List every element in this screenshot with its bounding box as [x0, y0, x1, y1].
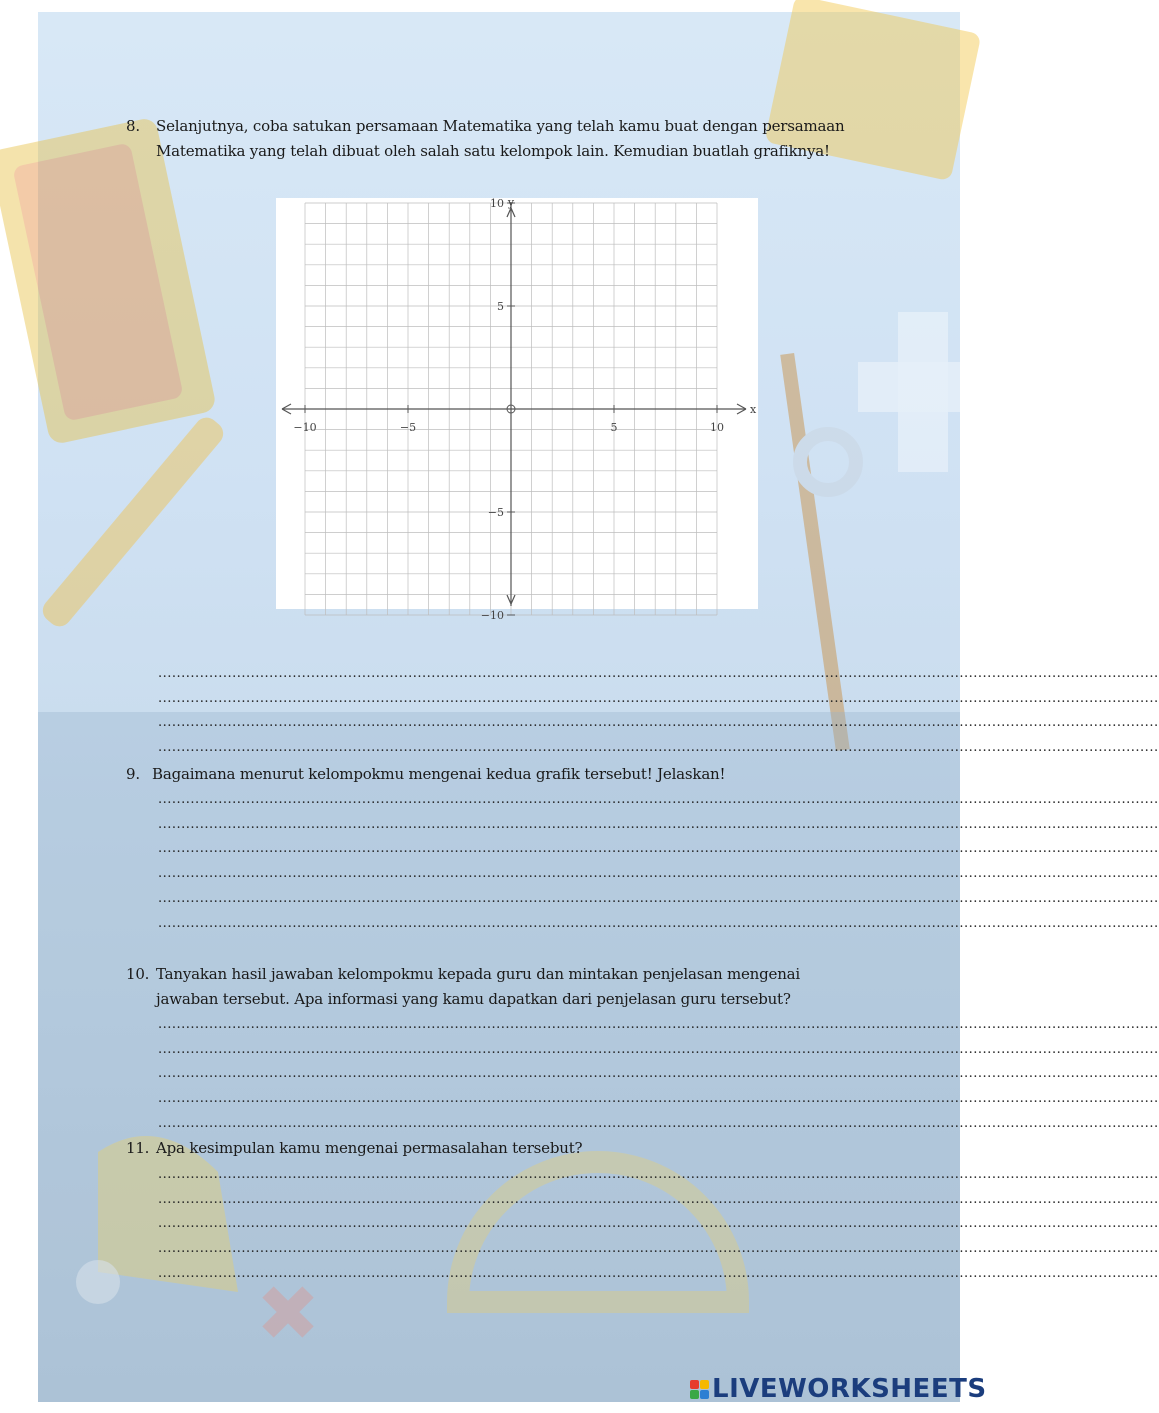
- answer-line[interactable]: [158, 1012, 830, 1037]
- x-tick-label: −10: [293, 421, 317, 434]
- answer-line[interactable]: [158, 1061, 830, 1086]
- answer-line[interactable]: [158, 1086, 830, 1111]
- answer-line[interactable]: [158, 787, 830, 812]
- question-number: 11.: [126, 1139, 150, 1157]
- question-number: 10.: [126, 965, 150, 983]
- answer-line[interactable]: [158, 812, 830, 837]
- coordinate-plane-svg[interactable]: [276, 196, 758, 622]
- question-text-line1: Tanyakan hasil jawaban kelompokmu kepada guru dan mintakan penjelasan mengenai: [156, 965, 801, 983]
- x-tick-label: −5: [399, 421, 417, 434]
- logo-square-blue: [700, 1390, 709, 1399]
- x-tick-label: 5: [610, 421, 618, 434]
- x-tick-label: 10: [710, 421, 724, 434]
- question-9: [126, 762, 886, 787]
- answer-line[interactable]: [158, 836, 830, 861]
- liveworksheets-logo: [690, 1374, 987, 1404]
- question-11: [126, 1136, 886, 1161]
- question-10: [126, 962, 886, 1012]
- answer-line[interactable]: [158, 1211, 830, 1236]
- question-text-line1: Selanjutnya, coba satukan persamaan Matematika yang telah kamu buat dengan persamaan: [156, 117, 845, 135]
- logo-square-green: [690, 1390, 699, 1399]
- y-tick-label: −5: [487, 506, 504, 519]
- answer-line[interactable]: [158, 735, 830, 760]
- answer-line[interactable]: [158, 911, 830, 936]
- liveworksheets-logo-icon: [690, 1380, 709, 1399]
- x-axis-label: x: [750, 403, 757, 416]
- question-text-line2: Matematika yang telah dibuat oleh salah satu kelompok lain. Kemudian buatlah grafiknya!: [156, 142, 830, 160]
- y-tick-label: −10: [480, 609, 504, 622]
- answer-line[interactable]: [158, 1187, 830, 1212]
- answer-line[interactable]: [158, 886, 830, 911]
- question-text-line1: Apa kesimpulan kamu mengenai permasalahan tersebut?: [156, 1139, 583, 1157]
- question-text-line1: Bagaimana menurut kelompokmu mengenai kedua grafik tersebut! Jelaskan!: [152, 765, 726, 783]
- answer-line[interactable]: [158, 1261, 830, 1286]
- y-tick-label: 5: [497, 300, 504, 313]
- coordinate-graph[interactable]: [276, 196, 758, 622]
- logo-square-yellow: [700, 1380, 709, 1389]
- y-tick-label: 10: [490, 197, 504, 210]
- answer-line[interactable]: [158, 1236, 830, 1261]
- logo-square-red: [690, 1380, 699, 1389]
- answer-line[interactable]: [158, 710, 830, 735]
- answer-line[interactable]: [158, 1162, 830, 1187]
- answer-line[interactable]: [158, 1037, 830, 1062]
- y-axis-label: y: [507, 196, 515, 209]
- logo-text: LIVEWORKSHEETS: [712, 1374, 987, 1404]
- question-number: 8.: [126, 117, 140, 135]
- answer-line[interactable]: [158, 861, 830, 886]
- answer-line[interactable]: [158, 661, 830, 686]
- question-8: [126, 114, 886, 164]
- answer-line[interactable]: [158, 1111, 830, 1136]
- question-text-line2: jawaban tersebut. Apa informasi yang kamu dapatkan dari penjelasan guru tersebut?: [156, 990, 791, 1008]
- answer-line[interactable]: [158, 686, 830, 711]
- question-number: 9.: [126, 765, 140, 783]
